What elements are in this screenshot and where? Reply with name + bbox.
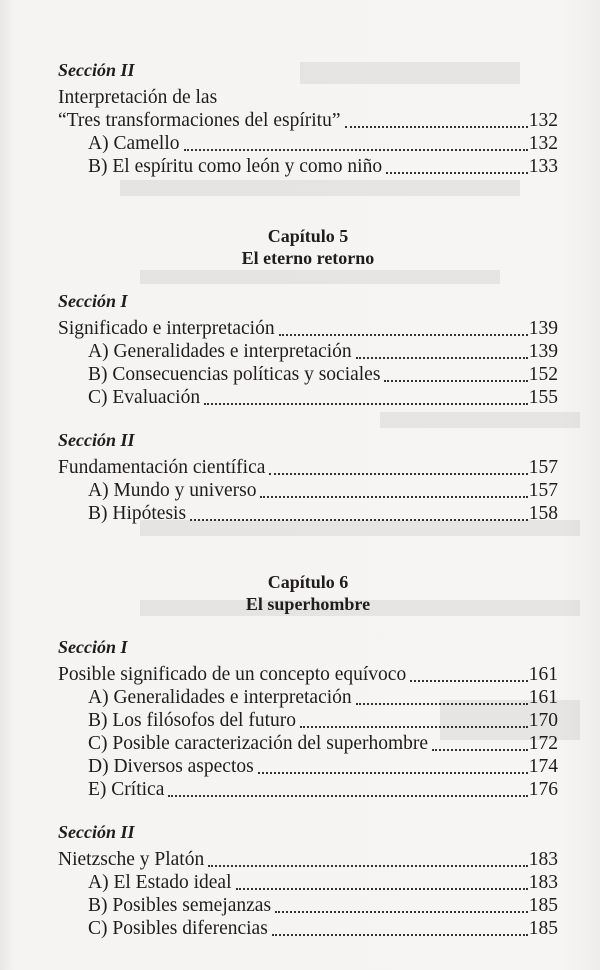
toc-entry bbox=[88, 155, 558, 179]
chapter-number: Capítulo 6 bbox=[267, 572, 349, 592]
toc-entry bbox=[88, 479, 558, 503]
dot-leader bbox=[272, 934, 528, 936]
dot-leader bbox=[208, 865, 528, 867]
toc-entry-page: 170 bbox=[528, 710, 558, 731]
toc-entry-title: B) Consecuencias políticas y sociales bbox=[88, 364, 381, 385]
toc-entry-title: A) Mundo y universo bbox=[88, 480, 257, 501]
toc-entry-title: A) Generalidades e interpretación bbox=[88, 687, 352, 708]
dot-leader bbox=[279, 334, 528, 336]
toc-entry-title: B) El espíritu como león y como niño bbox=[88, 156, 383, 177]
toc-entry-page: 139 bbox=[528, 318, 558, 339]
toc-entry-page: 183 bbox=[528, 849, 558, 870]
toc-entry bbox=[58, 317, 558, 341]
section-label: Sección II bbox=[58, 60, 135, 80]
chapter-number: Capítulo 5 bbox=[267, 226, 349, 246]
toc-entry bbox=[88, 386, 558, 410]
toc-entry bbox=[88, 363, 558, 387]
dot-leader bbox=[386, 172, 528, 174]
toc-entry bbox=[58, 456, 558, 480]
toc-entry-title: Fundamentación científica bbox=[58, 457, 266, 478]
dot-leader bbox=[204, 403, 528, 405]
toc-entry bbox=[58, 848, 558, 872]
toc-entry bbox=[88, 340, 558, 364]
chapter-title: El superhombre bbox=[245, 594, 371, 614]
toc-entry-page: 157 bbox=[528, 480, 558, 501]
toc-entry-page: 158 bbox=[528, 503, 558, 524]
dot-leader bbox=[432, 749, 528, 751]
dot-leader bbox=[168, 795, 528, 797]
toc-entry-page: 161 bbox=[528, 687, 558, 708]
toc-entry bbox=[88, 755, 558, 779]
toc-entry bbox=[88, 871, 558, 895]
dot-leader bbox=[300, 726, 528, 728]
toc-entry-page: 132 bbox=[528, 110, 558, 131]
toc-entry bbox=[88, 894, 558, 918]
toc-entry-title: D) Diversos aspectos bbox=[88, 756, 254, 777]
toc-entry-title: E) Crítica bbox=[88, 779, 165, 800]
section-label: Sección II bbox=[58, 430, 135, 450]
toc-entry-page: 176 bbox=[528, 779, 558, 800]
toc-entry-page: 161 bbox=[528, 664, 558, 685]
toc-entry-title: B) Posibles semejanzas bbox=[88, 895, 272, 916]
section-label: Sección II bbox=[58, 822, 135, 842]
toc-entry bbox=[88, 132, 558, 156]
toc-entry-title: Posible significado de un concepto equívoco bbox=[58, 664, 407, 685]
toc-entry-title: B) Hipótesis bbox=[88, 503, 187, 524]
toc-entry-page: 152 bbox=[528, 364, 558, 385]
toc-entry-page: 157 bbox=[528, 457, 558, 478]
dot-leader bbox=[184, 149, 528, 151]
toc-entry-page: 185 bbox=[528, 918, 558, 939]
toc-entry bbox=[88, 686, 558, 710]
dot-leader bbox=[269, 473, 528, 475]
toc-entry-title: Nietzsche y Platón bbox=[58, 849, 205, 870]
toc-entry-title: C) Posible caracterización del superhombre bbox=[88, 733, 429, 754]
toc-entry bbox=[58, 109, 558, 133]
toc-entry-page: 174 bbox=[528, 756, 558, 777]
toc-entry-page: 139 bbox=[528, 341, 558, 362]
toc-entry bbox=[88, 502, 558, 526]
toc-entry-page: 132 bbox=[528, 133, 558, 154]
toc-entry bbox=[58, 663, 558, 687]
toc-entry-page: 183 bbox=[528, 872, 558, 893]
toc-entry-title: Significado e interpretación bbox=[58, 318, 275, 339]
section-label: Sección I bbox=[58, 637, 128, 657]
toc-entry-title: C) Evaluación bbox=[88, 387, 201, 408]
section-label: Sección I bbox=[58, 291, 128, 311]
toc-entry-title: A) El Estado ideal bbox=[88, 872, 232, 893]
toc-entry bbox=[88, 917, 558, 941]
dot-leader bbox=[384, 380, 528, 382]
toc-entry-title: Interpretación de las bbox=[58, 87, 218, 108]
dot-leader bbox=[356, 357, 528, 359]
dot-leader bbox=[275, 911, 528, 913]
toc-entry-title: A) Generalidades e interpretación bbox=[88, 341, 352, 362]
toc-entry-title: A) Camello bbox=[88, 133, 180, 154]
toc-entry-page: 185 bbox=[528, 895, 558, 916]
dot-leader bbox=[356, 703, 528, 705]
toc-entry bbox=[88, 709, 558, 733]
dot-leader bbox=[236, 888, 528, 890]
toc-entry bbox=[88, 732, 558, 756]
toc-entry bbox=[88, 778, 558, 802]
dot-leader bbox=[190, 519, 528, 521]
toc-entry-title: C) Posibles diferencias bbox=[88, 918, 268, 939]
dot-leader bbox=[410, 680, 528, 682]
dot-leader bbox=[345, 126, 528, 128]
toc-entry-page: 172 bbox=[528, 733, 558, 754]
toc-entry-title: B) Los filósofos del futuro bbox=[88, 710, 296, 731]
chapter-title: El eterno retorno bbox=[241, 248, 375, 268]
dot-leader bbox=[260, 496, 528, 498]
toc-entry-page: 133 bbox=[528, 156, 558, 177]
dot-leader bbox=[258, 772, 528, 774]
toc-entry-page: 155 bbox=[528, 387, 558, 408]
toc-entry-title: “Tres transformaciones del espíritu” bbox=[58, 110, 341, 131]
